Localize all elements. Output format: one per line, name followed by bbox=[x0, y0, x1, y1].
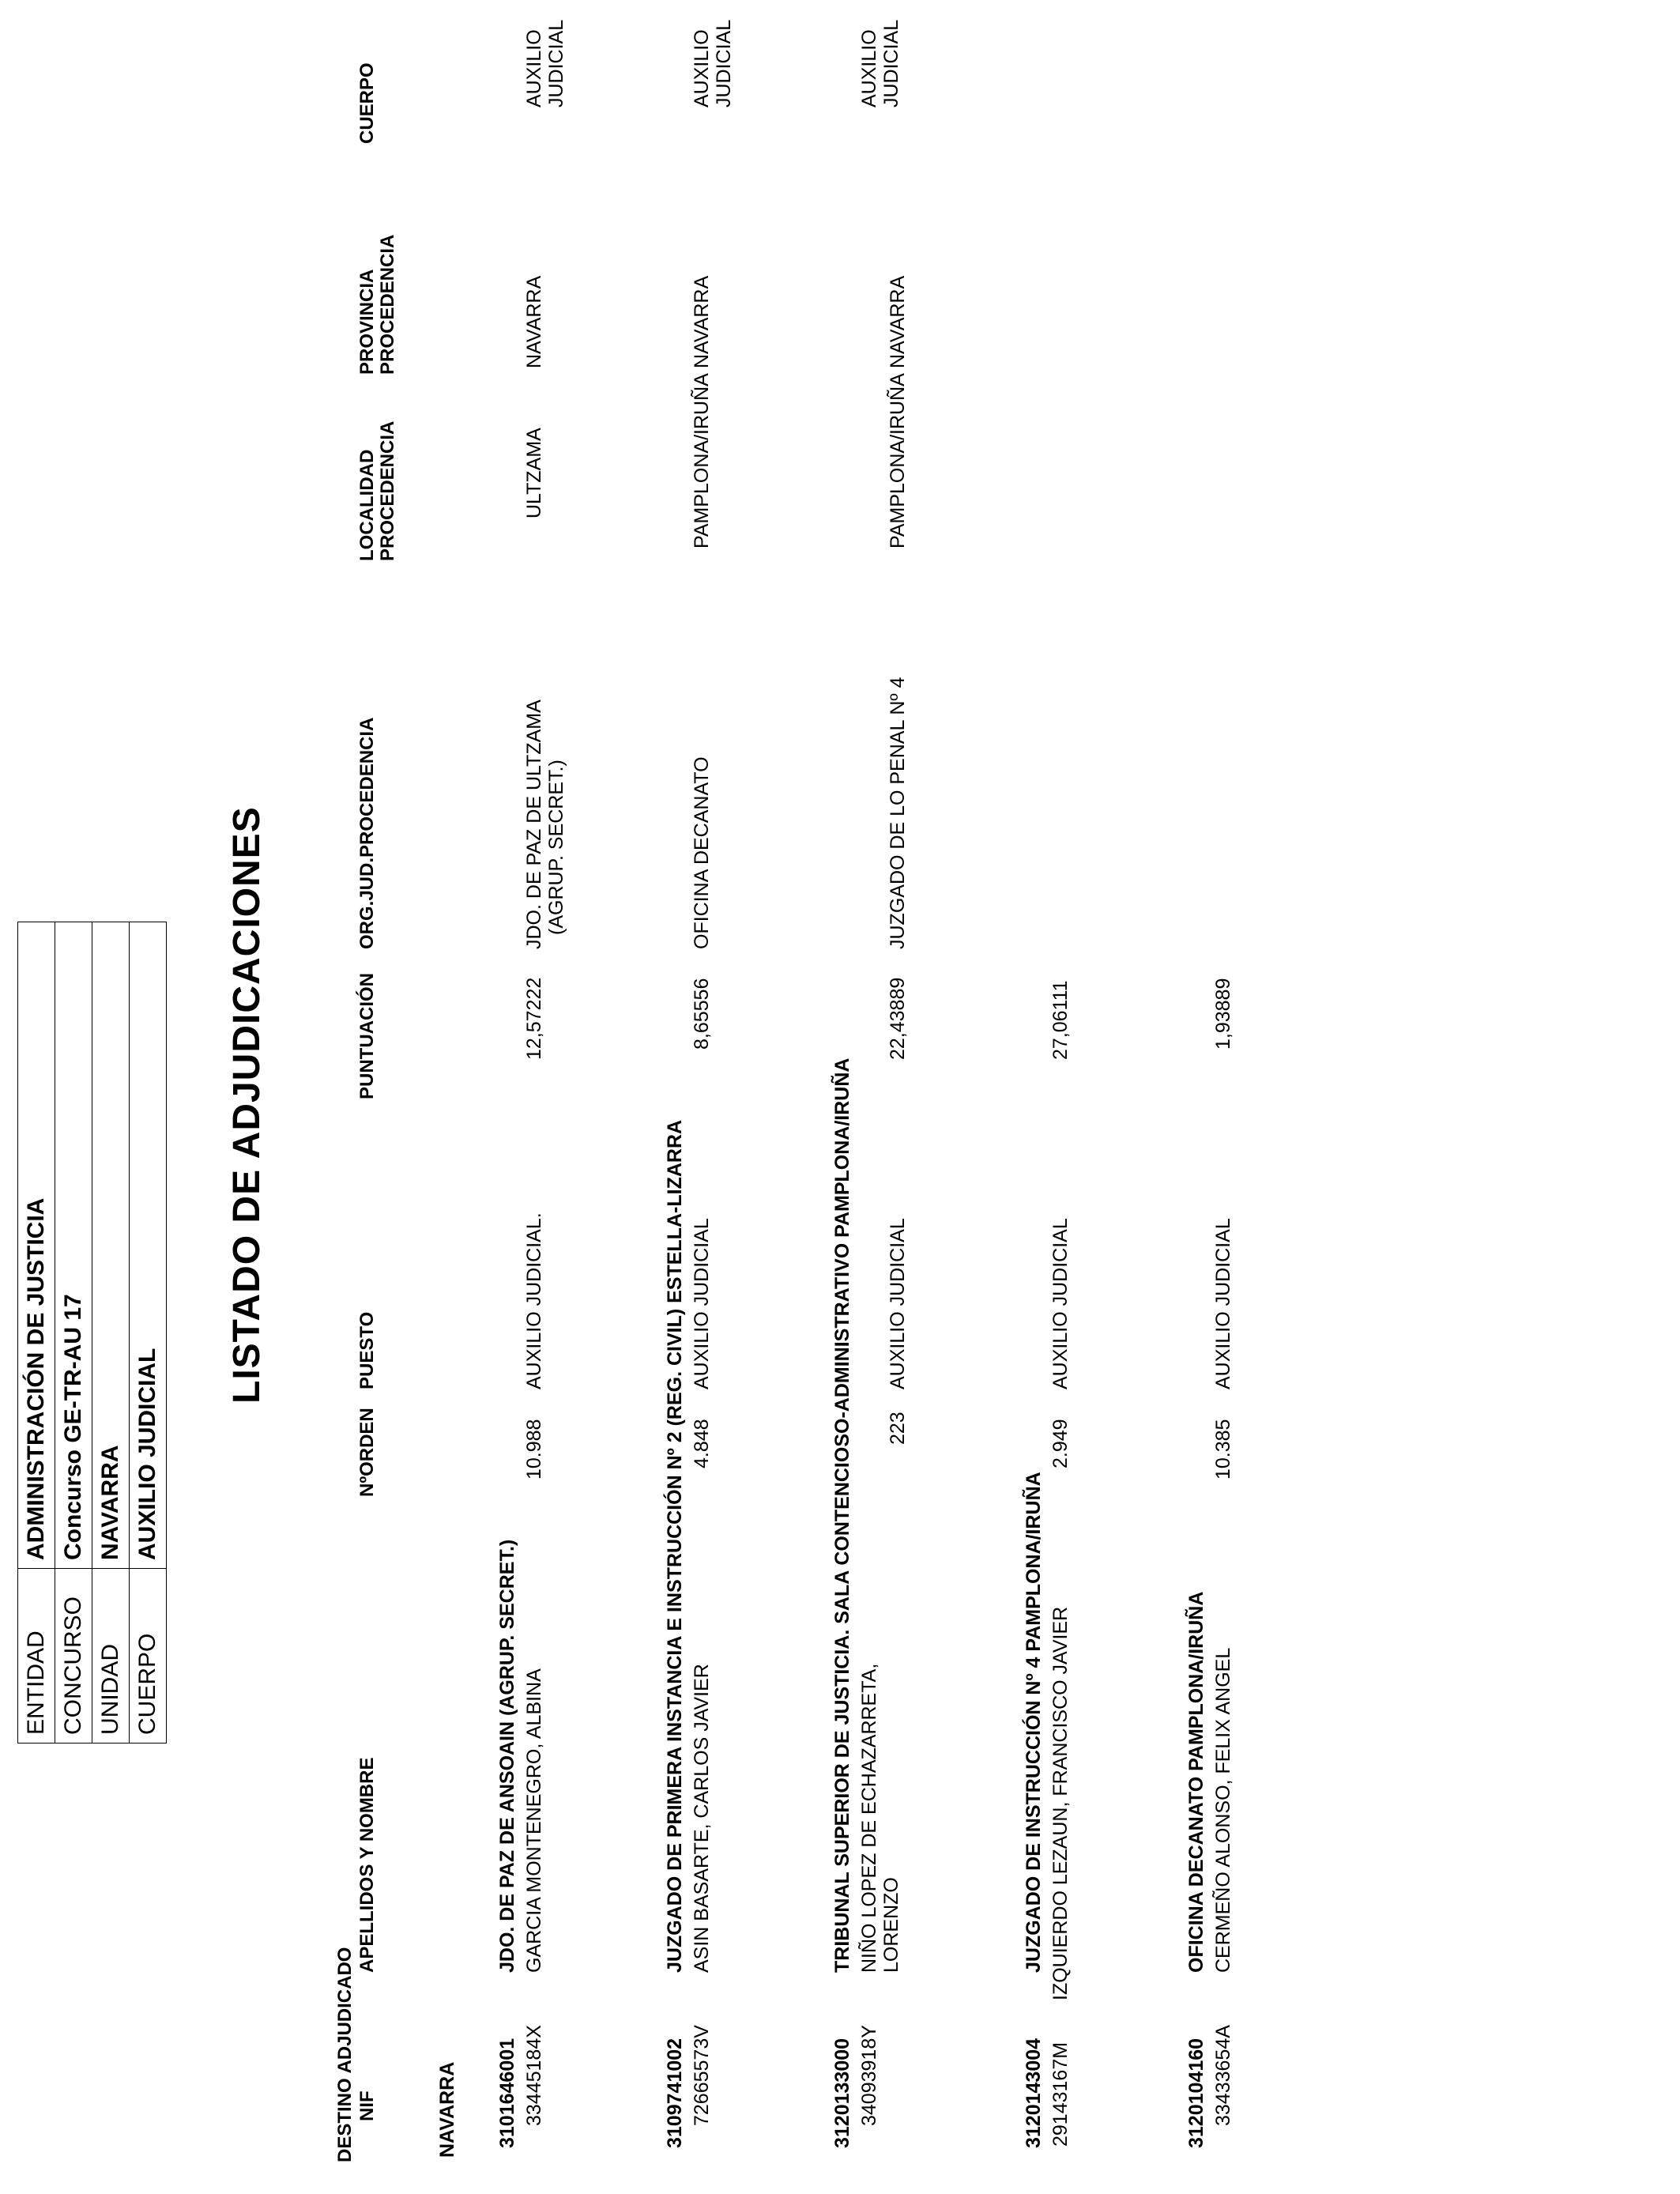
col-puntuacion-header: PUNTUACIÓN bbox=[356, 973, 378, 1099]
row-orden: 10.988 bbox=[523, 1419, 545, 1480]
row-cuerpo bbox=[858, 20, 902, 107]
row-nif: 33445184X bbox=[523, 2025, 545, 2126]
col-nombre-header: APELLIDOS Y NOMBRE bbox=[356, 1757, 378, 1973]
group-code: 3120104160 bbox=[1185, 2038, 1207, 2148]
info-key: UNIDAD bbox=[92, 1569, 130, 1744]
info-row-entidad bbox=[18, 922, 55, 1744]
col-localidad-line-2: PROCEDENCIA bbox=[377, 420, 398, 561]
row-nombre bbox=[858, 1664, 902, 1973]
row-orden: 10.385 bbox=[1212, 1419, 1234, 1480]
row-orden: 4.848 bbox=[691, 1419, 713, 1468]
row-nombre: IZQUIERDO LEZAUN, FRANCISCO JAVIER bbox=[1049, 1606, 1072, 2000]
row-puesto: AUXILIO JUDICIAL bbox=[691, 1218, 713, 1389]
row-nombre: ASIN BASARTE, CARLOS JAVIER bbox=[691, 1664, 713, 1973]
row-nombre-line-2: LORENZO bbox=[880, 1877, 902, 1973]
row-puntuacion: 12,57222 bbox=[523, 977, 545, 1060]
info-value: NAVARRA bbox=[92, 922, 130, 1569]
row-nombre-line-1: NIÑO LOPEZ DE ECHAZARRETA, bbox=[858, 1663, 880, 1973]
row-cuerpo-line-1: AUXILIO bbox=[858, 29, 880, 107]
row-provincia: NAVARRA bbox=[691, 275, 713, 368]
row-provincia: NAVARRA bbox=[887, 275, 909, 368]
group-code: 3101646001 bbox=[496, 2038, 518, 2148]
row-provincia: NAVARRA bbox=[523, 275, 545, 368]
row-cuerpo-line-1: AUXILIO bbox=[691, 29, 713, 107]
row-org: JUZGADO DE LO PENAL Nº 4 bbox=[887, 677, 909, 949]
row-puntuacion: 1,93889 bbox=[1212, 978, 1234, 1050]
col-cuerpo-header: CUERPO bbox=[356, 62, 378, 144]
row-cuerpo-line-1: AUXILIO bbox=[523, 29, 545, 107]
col-puesto-header: PUESTO bbox=[356, 1311, 378, 1389]
row-orden: 2.949 bbox=[1049, 1419, 1072, 1468]
row-puesto: AUXILIO JUDICIAL. bbox=[523, 1212, 545, 1389]
group-name: OFICINA DECANATO PAMPLONA/IRUÑA bbox=[1185, 1591, 1207, 1973]
info-key: CONCURSO bbox=[55, 1569, 92, 1744]
row-puesto: AUXILIO JUDICIAL bbox=[887, 1218, 909, 1389]
group-code: 3120143004 bbox=[1023, 2038, 1045, 2148]
row-orden: 223 bbox=[887, 1412, 909, 1445]
row-puntuacion: 8,65556 bbox=[691, 978, 713, 1050]
group-name: JUZGADO DE PRIMERA INSTANCIA E INSTRUCCIÓN Nº 2 (REG. CIVIL) ESTELLA-LIZARRA bbox=[664, 1119, 686, 1973]
row-org bbox=[523, 699, 567, 949]
row-puntuacion: 27,06111 bbox=[1049, 980, 1072, 1060]
row-nif: 29143167M bbox=[1049, 2041, 1072, 2147]
info-table bbox=[17, 922, 167, 1744]
row-cuerpo bbox=[691, 20, 735, 107]
info-value: ADMINISTRACIÓN DE JUSTICIA bbox=[18, 922, 55, 1569]
group-name: TRIBUNAL SUPERIOR DE JUSTICIA. SALA CONTENCIOSO-ADMINISTRATIVO PAMPLONA/IRUÑA bbox=[831, 1057, 853, 1973]
col-orden-header: NºORDEN bbox=[356, 1408, 378, 1497]
info-key: CUERPO bbox=[130, 1569, 167, 1744]
col-provincia-header bbox=[357, 235, 398, 375]
row-cuerpo-line-2: JUDICIAL bbox=[545, 19, 567, 107]
row-localidad: ULTZAMA bbox=[523, 428, 545, 518]
info-key: ENTIDAD bbox=[18, 1569, 55, 1744]
col-org-header: ORG.JUD.PROCEDENCIA bbox=[356, 717, 378, 949]
page-title: LISTADO DE ADJUDICACIONES bbox=[226, 806, 268, 1404]
col-localidad-line-1: LOCALIDAD bbox=[356, 449, 378, 561]
row-puesto: AUXILIO JUDICIAL bbox=[1212, 1218, 1234, 1389]
row-cuerpo bbox=[523, 20, 567, 107]
row-nif: 33433654A bbox=[1212, 2025, 1234, 2126]
col-localidad-header bbox=[357, 421, 398, 561]
info-row-unidad bbox=[92, 922, 130, 1744]
col-destino-header: DESTINO ADJUDICADO bbox=[334, 1947, 356, 2162]
row-localidad: PAMPLONA/IRUÑA bbox=[691, 373, 713, 548]
row-org-line-1: JDO. DE PAZ DE ULTZAMA bbox=[523, 699, 545, 949]
row-nombre: CERMEÑO ALONSO, FELIX ANGEL bbox=[1212, 1647, 1234, 1973]
info-value: AUXILIO JUDICIAL bbox=[130, 922, 167, 1569]
row-nif: 34093918Y bbox=[858, 2025, 880, 2126]
group-code: 3120133000 bbox=[831, 2038, 853, 2148]
info-row-concurso bbox=[55, 922, 92, 1744]
info-value: Concurso GE-TR-AU 17 bbox=[55, 922, 92, 1569]
row-cuerpo-line-2: JUDICIAL bbox=[713, 19, 735, 107]
row-nombre: GARCIA MONTENEGRO, ALBINA bbox=[523, 1668, 545, 1973]
row-org-line-2: (AGRUP. SECRET.) bbox=[545, 760, 567, 935]
row-puesto: AUXILIO JUDICIAL bbox=[1049, 1218, 1072, 1389]
region-label: NAVARRA bbox=[436, 2061, 458, 2158]
group-code: 3109741002 bbox=[664, 2038, 686, 2148]
row-nif: 72665573V bbox=[691, 2025, 713, 2126]
group-name: JDO. DE PAZ DE ANSOAIN (AGRUP. SECRET.) bbox=[496, 1539, 518, 1973]
row-org: OFICINA DECANATO bbox=[691, 756, 713, 949]
col-provincia-line-2: PROCEDENCIA bbox=[377, 234, 398, 375]
row-puntuacion: 22,43889 bbox=[887, 977, 909, 1060]
row-cuerpo-line-2: JUDICIAL bbox=[880, 19, 902, 107]
group-name: JUZGADO DE INSTRUCCIÓN Nº 4 PAMPLONA/IRUÑA bbox=[1023, 1472, 1045, 1973]
col-provincia-line-1: PROVINCIA bbox=[356, 269, 378, 375]
row-localidad: PAMPLONA/IRUÑA bbox=[887, 373, 909, 548]
info-row-cuerpo bbox=[130, 922, 167, 1744]
col-nif-header: NIF bbox=[356, 2090, 378, 2121]
